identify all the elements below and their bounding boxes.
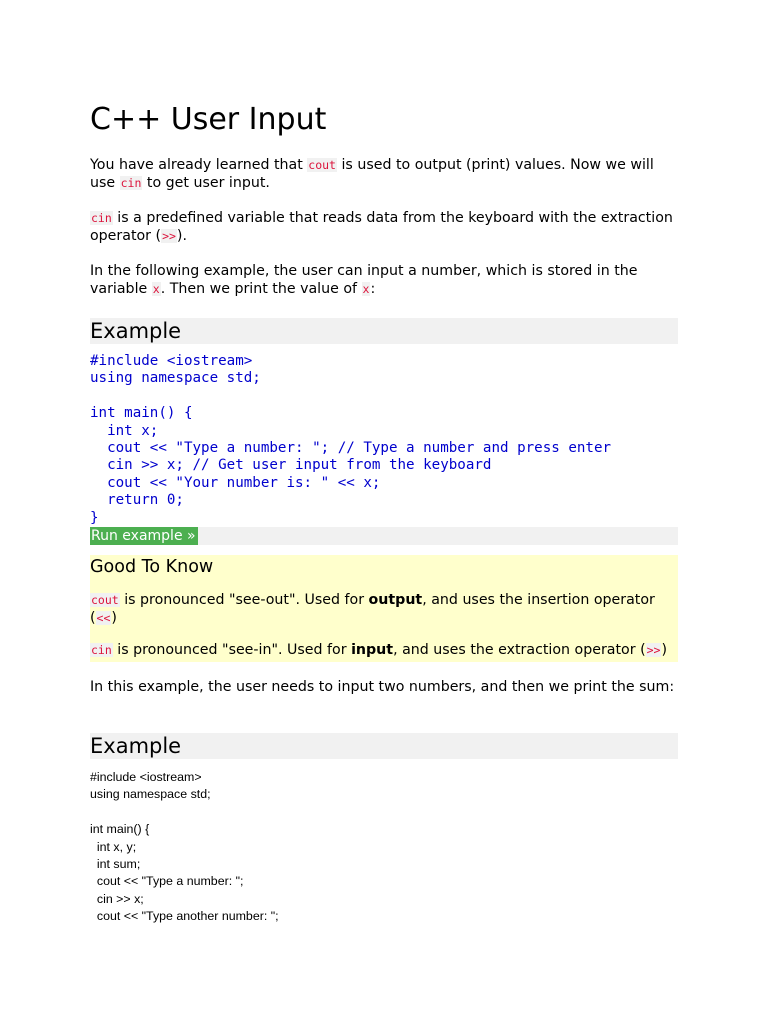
- inline-code-extraction-operator: >>: [162, 228, 176, 243]
- inline-code-cin: cin: [120, 175, 142, 190]
- inline-code-cout: cout: [308, 158, 336, 172]
- example-heading-band: [90, 733, 678, 759]
- inline-code-x: x: [152, 281, 160, 296]
- text: , and uses the extraction operator (: [393, 642, 646, 658]
- text: , and uses the insertion operator (: [90, 592, 655, 626]
- intro-paragraph-3: [90, 263, 678, 298]
- inline-code-cout: cout: [91, 593, 119, 607]
- intro-paragraph-2: [90, 210, 678, 245]
- intro-paragraph-1: [90, 157, 678, 192]
- text: ).: [176, 227, 187, 244]
- text: . Then we print the value of: [160, 280, 362, 297]
- sum-paragraph: In this example, the user needs to input two numbers, and then we print the sum:: [90, 679, 675, 695]
- text: :: [370, 280, 376, 297]
- text: is a predefined variable that reads data from the keyboard with the extraction operator (: [90, 210, 673, 244]
- code-example-2: #include <iostream> using namespace std; int main() { int x, y; int sum; cout << "Type a number: "; cin >> x; cout << "Type another number: ";: [90, 770, 279, 924]
- good-to-know-note: [90, 555, 678, 662]
- text: is pronounced "see-out". Used for: [119, 592, 369, 608]
- text: is pronounced "see-in". Used for: [112, 642, 352, 658]
- text: ): [661, 642, 668, 658]
- text: is used to output (print) values. Now we will use: [90, 157, 654, 191]
- note-line-cout: [90, 592, 678, 627]
- inline-code-cin: cin: [91, 211, 112, 225]
- example-heading: Example: [90, 734, 182, 758]
- inline-code-extraction-operator: >>: [646, 643, 661, 657]
- run-example-button[interactable]: Run example »: [91, 528, 196, 544]
- bold-output: output: [368, 592, 423, 608]
- text: to get user input.: [142, 174, 270, 191]
- inline-code-x: x: [362, 281, 370, 296]
- text: In the following example, the user can input a number, which is stored in the variable: [90, 263, 638, 297]
- example-heading: Example: [90, 319, 182, 343]
- code-example-1: #include <iostream> using namespace std; int main() { int x; cout << "Type a number: "; // Type a number and press enter cin >> x; // Get user input from the keyboard cout << "Your number is: " << x; return 0; }: [90, 353, 612, 526]
- text: You have already learned that: [90, 157, 308, 173]
- note-title: Good To Know: [90, 557, 214, 577]
- note-line-cin: [90, 642, 678, 660]
- example-heading-band: [90, 318, 678, 344]
- page-title: C++ User Input: [90, 102, 327, 137]
- run-example-bar: [90, 527, 678, 545]
- bold-input: input: [351, 642, 394, 658]
- inline-code-cin: cin: [91, 643, 112, 657]
- text: ): [111, 609, 117, 626]
- inline-code-insertion-operator: <<: [96, 610, 111, 625]
